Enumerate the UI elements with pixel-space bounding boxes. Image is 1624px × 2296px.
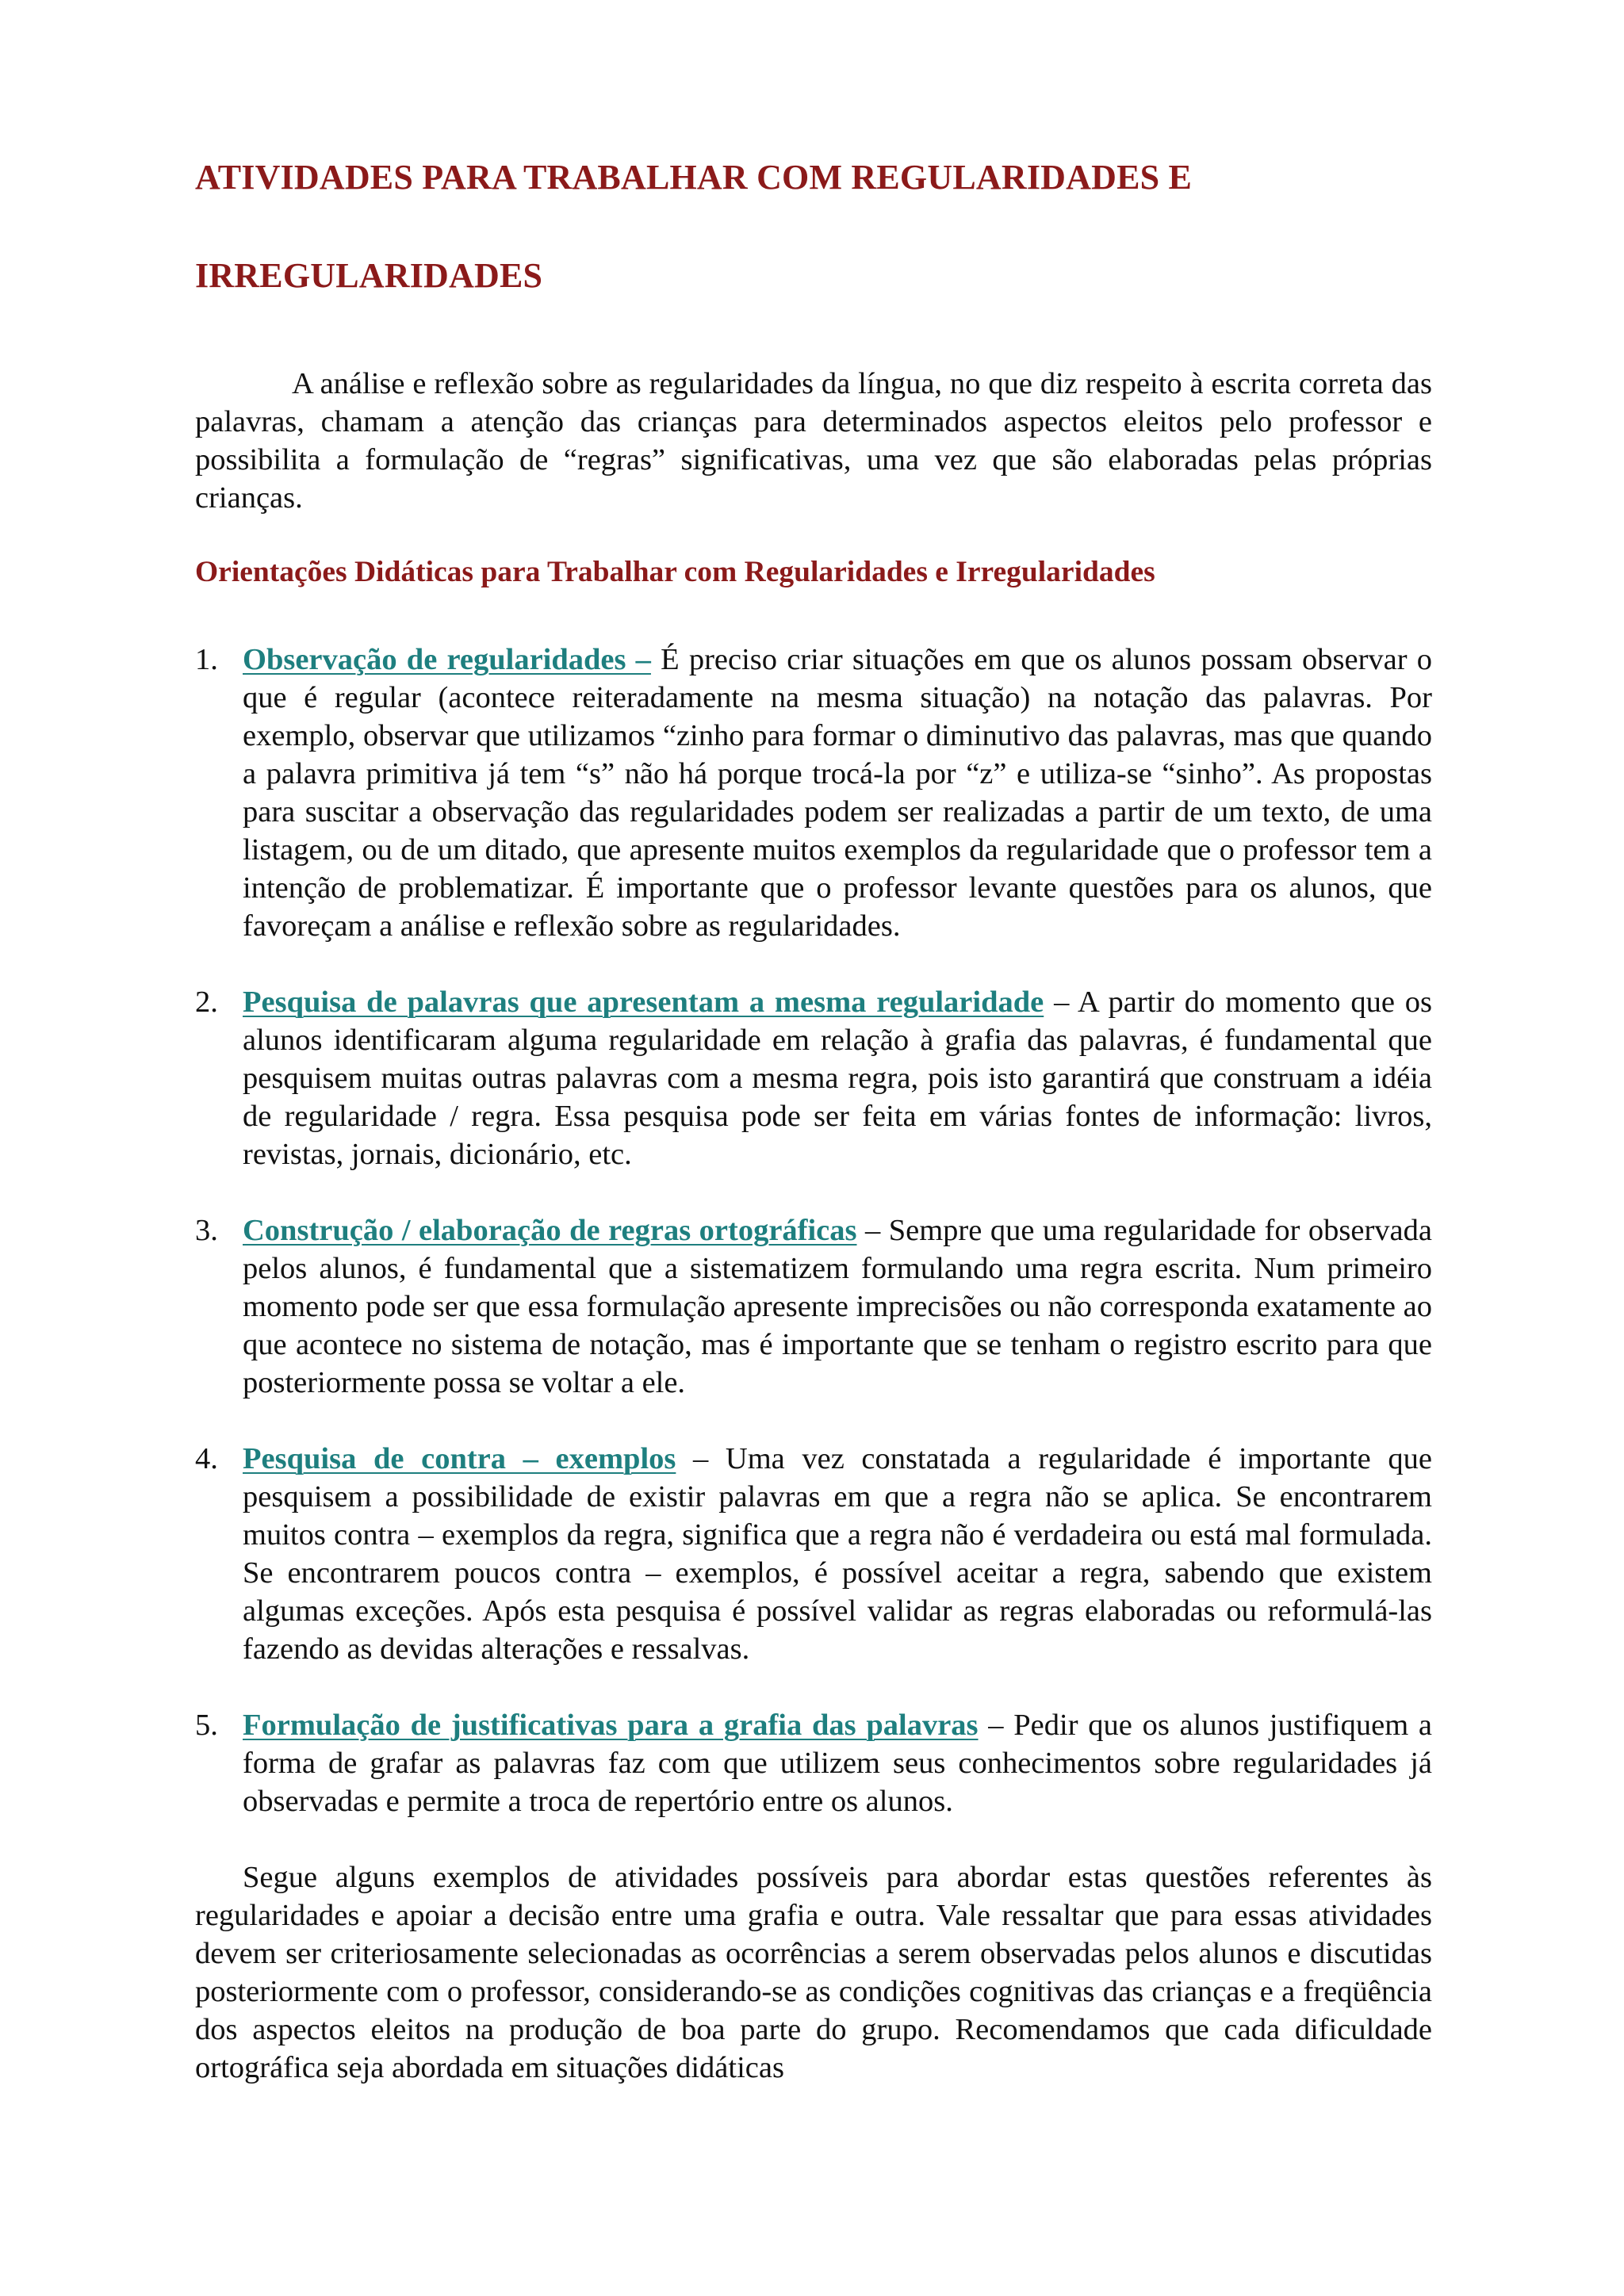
list-item [195, 1440, 1432, 1668]
list-item-number: 2. [195, 985, 218, 1019]
list-item-term: Pesquisa de palavras que apresentam a mesma regularidade [243, 985, 1044, 1019]
document-title-line-1: ATIVIDADES PARA TRABALHAR COM REGULARIDADES E [195, 158, 1193, 197]
list-item-term: Construção / elaboração de regras ortográficas [243, 1214, 857, 1247]
didactic-steps-list [195, 641, 1432, 1820]
list-item-text: – Pedir que os alunos justifiquem a forma de grafar as palavras faz com que utilizem seus conhecimentos sobre regularidades já observadas e permite a troca de repertório entre os alunos. [243, 1709, 1432, 1818]
document-page [195, 151, 1432, 2087]
list-item [195, 641, 1432, 945]
section-heading: Orientações Didáticas para Trabalhar com Regularidades e Irregularidades [195, 556, 1155, 588]
list-item [195, 1211, 1432, 1402]
list-item-term: Pesquisa de contra – exemplos [243, 1442, 676, 1475]
list-item-text: É preciso criar situações em que os alunos possam observar o que é regular (acontece reiteradamente na mesma situação) na notação das palavras. Por exemplo, observar que utilizamos “zinho para formar o diminutivo das palavras, mas que quando a palavra primitiva já tem “s” não há porque trocá-la por “z” e utiliza-se “sinho”. As propostas para suscitar a observação das regularidades podem ser realizadas a partir de um texto, de uma listagem, ou de um ditado, que apresente muitos exemplos da regularidade que o professor tem a intenção de problematizar. É importante que o professor levante questões para os alunos, que favoreçam a análise e reflexão sobre as regularidades. [243, 643, 1432, 943]
closing-paragraph: Segue alguns exemplos de atividades possíveis para abordar estas questões referentes às regularidades e apoiar a decisão entre uma grafia e outra. Vale ressaltar que para essas atividades devem ser criteriosamente selecionadas as ocorrências a serem observadas pelos alunos e discutidas posteriormente com o professor, considerando-se as condições cognitivas das crianças e a freqüência dos aspectos eleitos na produção de boa parte do grupo. Recomendamos que cada dificuldade ortográfica seja abordada em situações didáticas [195, 1861, 1432, 2084]
list-item-term: Formulação de justificativas para a grafia das palavras [243, 1709, 979, 1742]
list-item-text: – Uma vez constatada a regularidade é importante que pesquisem a possibilidade de existir palavras em que a regra não se aplica. Se encontrarem muitos contra – exemplos da regra, significa que a regra não é verdadeira ou está mal formulada. Se encontrarem poucos contra – exemplos, é possível aceitar a regra, sabendo que existem algumas exceções. Após esta pesquisa é possível validar as regras elaboradas ou reformulá-las fazendo as devidas alterações e ressalvas. [243, 1442, 1432, 1666]
document-title-line-2: IRREGULARIDADES [195, 256, 543, 295]
list-item [195, 1706, 1432, 1820]
list-item-number: 4. [195, 1442, 218, 1475]
list-item-text: – Sempre que uma regularidade for observada pelos alunos, é fundamental que a sistematizem formulando uma regra escrita. Num primeiro momento pode ser que essa formulação apresente imprecisões ou não corresponda exatamente ao que acontece no sistema de notação, mas é importante que se tenham o registro escrito para que posteriormente possa se voltar a ele. [243, 1214, 1432, 1399]
list-item-number: 5. [195, 1709, 218, 1742]
list-item-text: – A partir do momento que os alunos identificaram alguma regularidade em relação à grafia das palavras, é fundamental que pesquisem muitas outras palavras com a mesma regra, pois isto garantirá que construam a idéia de regularidade / regra. Essa pesquisa pode ser feita em várias fontes de informação: livros, revistas, jornais, dicionário, etc. [243, 985, 1432, 1171]
list-item-number: 1. [195, 643, 218, 676]
list-item-number: 3. [195, 1214, 218, 1247]
document-title [195, 128, 1432, 325]
list-item [195, 983, 1432, 1173]
intro-paragraph: A análise e reflexão sobre as regularidades da língua, no que diz respeito à escrita correta das palavras, chamam a atenção das crianças para determinados aspectos eleitos pelo professor e possibilita a formulação de “regras” significativas, uma vez que são elaboradas pelas próprias crianças. [195, 367, 1432, 515]
list-item-term: Observação de regularidades – [243, 643, 651, 676]
